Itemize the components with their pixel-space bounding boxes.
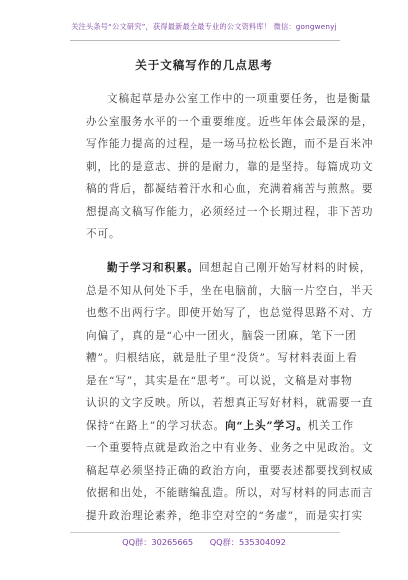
text-line: 稿起草必须坚持正确的政治方向，重要表述都要找到权威 [86,464,374,477]
text-line: 是在“写”，其实是在“思考”。可以说，文稿是对事物 [86,374,353,387]
text-line: 一个重要特点就是政治之中有业务、业务之中见政治。文 [86,442,374,454]
text-line: 依据和出处，不能瞎编乱造。所以，对写材料的同志而言 [86,487,374,499]
footer-qq-2: QQ群：535304092 [209,537,286,547]
text-line [86,257,372,280]
bold-lead: 勤于学习和积累。 [107,262,199,274]
text-line: 稿的背后，都凝结着汗水和心血，充满着痛苦与煎熬。要 [86,183,374,195]
text-line: 刺，比的是意志、拼的是耐力，靠的是坚持。每篇成功文 [86,160,374,173]
text-line: 向偏了，真的是“心中一团火，脑袋一团麻，笔下一团 [86,329,357,342]
text-line: 写作能力提高的过程，是一场马拉松长跑，而不是百米冲 [86,138,374,150]
text-line: 也憋不出两行字。即使开始写了，也总觉得思路不对、方 [86,307,374,319]
page-footer [0,537,408,548]
document-title: 关于文稿写作的几点思考 [135,58,273,72]
bold-subhead: 向“上头”学习。 [225,419,309,432]
text-line: 提升政治理论素养，绝非空对空的“务虚”，而是实打实 [86,509,363,522]
footer-qq-1: QQ群：30265665 [122,537,194,547]
footer-divider [70,532,340,533]
text-line: 总是不知从何处下手，坐在电脑前，大脑一片空白，半天 [86,284,374,297]
page-header: 关注头条号“公文研究”，获得最新最全最专业的公文资料库！ 微信：gongwenyj [71,22,337,31]
text-line: 不可。 [86,228,121,240]
paragraph-1 [86,88,374,246]
header-divider [70,40,340,41]
text-run: 保持“在路上”的学习状态。 [86,419,226,432]
text-run: 回想起自己刚开始写材料的时候， [198,262,372,274]
text-line: 认识的文字反映。所以，若想真正写好材料，就需要一直 [86,397,374,409]
text-line: 想提高文稿写作能力，必须经过一个长期过程，非下苦功 [86,205,374,218]
text-line: 办公室服务水平的一个重要维度。近些年体会最深的是， [86,115,374,128]
text-line: 文稿起草是办公室工作中的一项重要任务，也是衡量 [107,93,372,105]
text-line [86,415,354,438]
paragraph-2 [86,257,374,527]
text-run: 机关工作 [308,419,354,432]
text-line: 糟”。归根结底，就是肚子里“没货”。写材料表面上看 [86,352,358,364]
